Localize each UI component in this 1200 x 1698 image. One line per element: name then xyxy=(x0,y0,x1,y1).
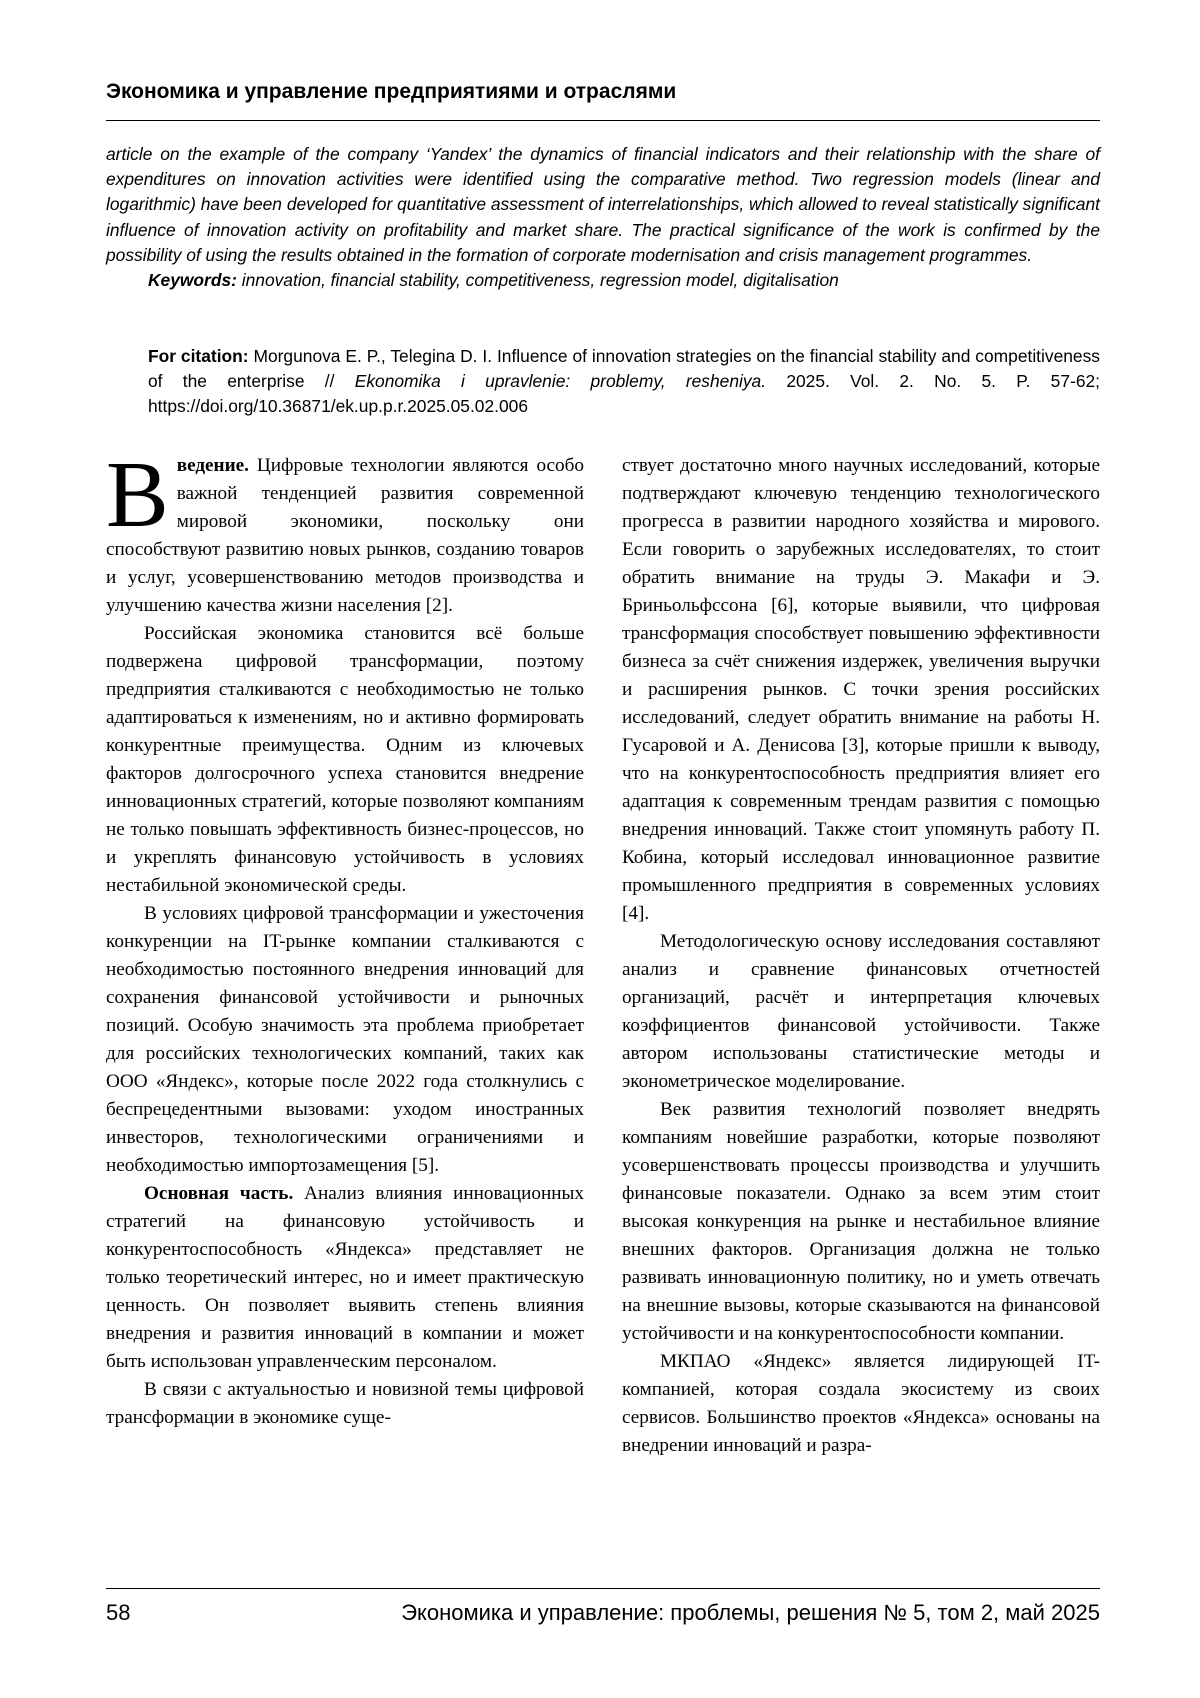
paragraph: В связи с актуальностью и новизной темы цифровой трансформации в экономике суще- xyxy=(106,1379,584,1428)
paragraph: Российская экономика становится всё больше подвержена цифровой трансформации, поэтому предприятия сталкиваются с необходимостью не только адаптироваться к изменениям, но и активно формировать конкурентные преимущества. Одним из ключевых факторов долгосрочного успеха становится внедрение инновационных стратегий, которые позволяют компаниям не только повышать эффективность бизнес-процессов, но и укреплять финансовую устойчивость в условиях нестабильной экономической среды. xyxy=(106,623,584,896)
keywords-line xyxy=(106,268,1100,293)
citation-text: Morgunova E. P., Telegina D. I. Influence of innovation strategies on the financial stability and competitiveness of the enterprise // xyxy=(148,346,1100,392)
footer-rule xyxy=(106,1588,1100,1589)
citation-details: 2025. Vol. 2. No. 5. P. 57-62; https://doi.org/10.36871/ek.up.p.r.2025.05.02.006 xyxy=(148,371,1100,417)
drop-cap: В xyxy=(106,443,169,547)
intro-text: Цифровые технологии являются особо важной тенденцией развития современной мировой экономики, поскольку они способствуют развитию новых рынков, созданию товаров и услуг, усовершенствованию методов производства и улучшению качества жизни населения [2]. xyxy=(106,455,584,616)
paragraph: МКПАО «Яндекс» является лидирующей IT-компанией, которая создала экосистему из своих сервисов. Большинство проектов «Яндекса» основаны на внедрении инноваций и разра- xyxy=(622,1351,1100,1456)
paragraph: ствует достаточно много научных исследований, которые подтверждают ключевую тенденцию технологического прогресса в развитии народного хозяйства и мирового. Если говорить о зарубежных исследователях, то стоит обратить внимание на труды Э. Макафи и Э. Бриньольфссона [6], которые выявили, что цифровая трансформация способствует повышению эффективности бизнеса за счёт снижения издержек, увеличения выручки и расширения рынков. С точки зрения российских исследований, следует обратить внимание на работы Н. Гусаровой и А. Денисова [3], которые пришли к выводу, что на конкурентоспособность предприятия влияет его адаптация к современным трендам развития с помощью внедрения инноваций. Также стоит упомянуть работу П. Кобина, который исследовал инновационное развитие промышленного предприятия в современных условиях [4]. xyxy=(622,455,1100,924)
right-column xyxy=(622,452,1100,1460)
paragraph: Век развития технологий позволяет внедрять компаниям новейшие разработки, которые позволяют усовершенствовать процессы производства и улучшить финансовые показатели. Однако за всем этим стоит высокая конкуренция на рынке и нестабильное влияние внешних факторов. Организация должна не только развивать инновационную политику, но и уметь отвечать на внешние вызовы, которые сказываются на финансовой устойчивости и на конкурентоспособности компании. xyxy=(622,1099,1100,1344)
citation xyxy=(148,344,1100,420)
abstract-text: article on the example of the company ‘Yandex’ the dynamics of financial indicators and their relationship with the share of expenditures on innovation activities were identified using the comparative method. Two regression models (linear and logarithmic) have been developed for quantitative assessment of interrelationships, which allowed to reveal statistically significant influence of innovation activity on profitability and market share. The practical significance of the work is confirmed by the possibility of using the results obtained in the formation of corporate modernisation and crisis management programmes. xyxy=(106,144,1100,265)
main-part-paragraph xyxy=(106,1180,584,1376)
citation-journal: Ekonomika i upravlenie: problemy, resheniya. xyxy=(354,371,767,392)
running-header: Экономика и управление предприятиями и отраслями xyxy=(106,80,677,103)
keywords-label: Keywords: xyxy=(148,270,237,291)
journal-issue: Экономика и управление: проблемы, решения № 5, том 2, май 2025 xyxy=(401,1600,1100,1625)
left-column xyxy=(106,443,584,1432)
keywords-list: innovation, financial stability, competitiveness, regression model, digitalisation xyxy=(236,270,839,291)
paragraph: Методологическую основу исследования составляют анализ и сравнение финансовых отчетностей организаций, расчёт и интерпретация ключевых коэффициентов финансовой устойчивости. Также автором использованы статистические методы и эконометрическое моделирование. xyxy=(622,931,1100,1092)
intro-paragraph xyxy=(106,443,584,620)
citation-label: For citation: xyxy=(148,346,249,366)
header-rule xyxy=(106,120,1100,121)
abstract xyxy=(106,142,1100,293)
main-part-text: Анализ влияния инновационных стратегий на финансовую устойчивость и конкурентоспособность «Яндекса» представляет не только теоретический интерес, но и имеет практическую ценность. Он позволяет выявить степень влияния внедрения и развития инноваций в компании и может быть использован управленческим персоналом. xyxy=(106,1183,584,1372)
paragraph: В условиях цифровой трансформации и ужесточения конкуренции на IT-рынке компании сталкиваются с необходимостью постоянного внедрения инноваций для сохранения финансовой устойчивости и рыночных позиций. Особую значимость эта проблема приобретает для российских технологических компаний, таких как ООО «Яндекс», которые после 2022 года столкнулись с беспрецедентными вызовами: уходом иностранных инвесторов, технологическими ограничениями и необходимостью импортозамещения [5]. xyxy=(106,903,584,1176)
main-part-heading: Основная часть. xyxy=(144,1183,294,1204)
intro-heading: ведение. xyxy=(176,455,249,476)
page-number: 58 xyxy=(106,1600,131,1625)
